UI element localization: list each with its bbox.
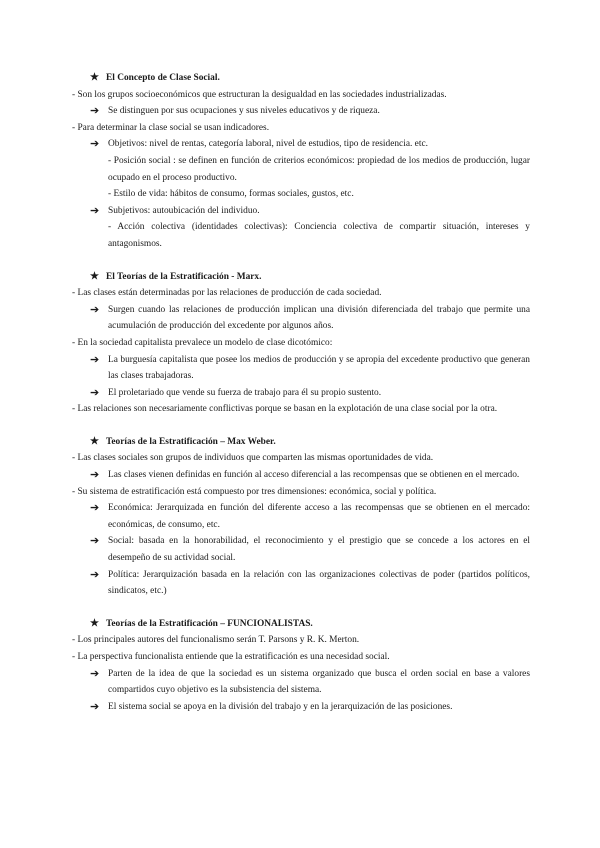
dash-line: - En la sociedad capitalista prevalece un modelo de clase dicotómico:: [72, 337, 333, 348]
dash-line: - La perspectiva funcionalista entiende que la estratificación es una necesidad social.: [72, 652, 390, 662]
dash-line: - Para determinar la clase social se usan indicadores.: [72, 122, 270, 133]
arrow-right-icon: ➔: [90, 502, 100, 515]
dash-line: - Los principales autores del funcionalismo serán T. Parsons y R. K. Merton.: [72, 635, 360, 646]
section-title: Teorías de la Estratificación – FUNCIONALISTAS.: [106, 618, 313, 629]
arrow-bullet: [72, 203, 530, 220]
section-funcionalistas: [72, 616, 530, 716]
arrow-right-icon: ➔: [90, 700, 100, 713]
section-heading: [72, 70, 530, 87]
star-icon: ★: [90, 72, 99, 83]
bullet-text: Se distinguen por sus ocupaciones y sus niveles educativos y de riqueza.: [108, 106, 380, 117]
dash-line: - Las clases sociales son grupos de individuos que comparten las mismas oportunidades de vida.: [72, 453, 434, 464]
bullet-text: La burguesía capitalista que posee los medios de producción y se apropia del excedente productivo que generan las clases trabajadoras.: [108, 354, 530, 382]
bullet-text: Objetivos: nivel de rentas, categoría laboral, nivel de estudios, tipo de residencia. etc.: [108, 139, 428, 150]
section-weber: [72, 434, 530, 600]
bullet-text: Económica: Jerarquizada en función del diferente acceso a las recompensas que se obtienen en el mercado: económicas, de consumo, etc.: [108, 503, 530, 530]
section-title: El Concepto de Clase Social.: [106, 73, 220, 83]
arrow-right-icon: ➔: [90, 353, 100, 366]
section-title: El Teorías de la Estratificación - Marx.: [106, 271, 262, 282]
dash-line: - Su sistema de estratificación está compuesto por tres dimensiones: económica, social y política.: [72, 486, 437, 497]
arrow-bullet: [72, 567, 530, 600]
arrow-right-icon: ➔: [90, 667, 100, 680]
arrow-right-icon: ➔: [90, 469, 100, 482]
arrow-bullet: [72, 699, 530, 716]
dash-line: - Las relaciones son necesariamente conflictivas porque se basan en la explotación de una clase social por la otra.: [72, 404, 498, 415]
sub-line: - Posición social : se definen en función de criterios económicos: propiedad de los medios de producción, lugar ocupado en el proceso productivo.: [108, 155, 530, 183]
arrow-bullet: [72, 666, 530, 699]
bullet-text: Parten de la idea de que la sociedad es un sistema organizado que busca el orden social en base a valores compartidos cuyo objetivo es la subsistencia del sistema.: [108, 668, 530, 696]
arrow-bullet: [72, 500, 530, 533]
sub-line: - Acción colectiva (identidades colectivas): Conciencia colectiva de compartir situación, intereses y antagonismos.: [108, 222, 530, 249]
section-title: Teorías de la Estratificación – Max Weber.: [106, 436, 276, 447]
bullet-text: Subjetivos: autoubicación del individuo.: [108, 205, 260, 216]
arrow-right-icon: ➔: [90, 386, 100, 399]
dash-line: - Son los grupos socioeconómicos que estructuran la desigualdad en las sociedades industrializadas.: [72, 89, 447, 100]
arrow-bullet: [72, 302, 530, 335]
arrow-bullet: [72, 385, 530, 402]
star-icon: ★: [90, 435, 99, 447]
dash-line: - Las clases están determinadas por las relaciones de producción de cada sociedad.: [72, 288, 382, 299]
arrow-right-icon: ➔: [90, 568, 100, 581]
star-icon: ★: [90, 617, 99, 629]
arrow-bullet: [72, 467, 530, 484]
bullet-text: Surgen cuando las relaciones de producción implican una división diferenciada del trabajo que permite una acumulación de producción del excedente por algunos años.: [108, 304, 530, 332]
bullet-text: El proletariado que vende su fuerza de trabajo para él su propio sustento.: [108, 387, 382, 398]
arrow-right-icon: ➔: [90, 303, 100, 316]
bullet-text: Las clases vienen definidas en función al acceso diferencial a las recompensas que se obtienen en el mercado.: [108, 470, 520, 481]
section-heading: [72, 616, 530, 633]
arrow-bullet: [72, 136, 530, 153]
section-heading: [72, 269, 530, 286]
arrow-bullet: [72, 533, 530, 566]
section-concepto: [72, 70, 530, 253]
arrow-right-icon: ➔: [90, 105, 100, 118]
arrow-bullet: [72, 352, 530, 385]
section-marx: [72, 269, 530, 418]
section-heading: [72, 434, 530, 451]
star-icon: ★: [90, 270, 99, 282]
arrow-right-icon: ➔: [90, 535, 100, 548]
bullet-text: Social: basada en la honorabilidad, el reconocimiento y el prestigio que se concede a los actores en el desempeño de su actividad social.: [108, 536, 530, 564]
arrow-right-icon: ➔: [90, 138, 100, 151]
arrow-right-icon: ➔: [90, 204, 100, 217]
arrow-bullet: [72, 103, 530, 120]
bullet-text: Política: Jerarquización basada en la relación con las organizaciones colectivas de poder (partidos políticos, sindicatos, etc.): [108, 569, 530, 597]
bullet-text: El sistema social se apoya en la división del trabajo y en la jerarquización de las posiciones.: [108, 701, 453, 712]
sub-line: - Estilo de vida: hábitos de consumo, formas sociales, gustos, etc.: [108, 189, 354, 200]
